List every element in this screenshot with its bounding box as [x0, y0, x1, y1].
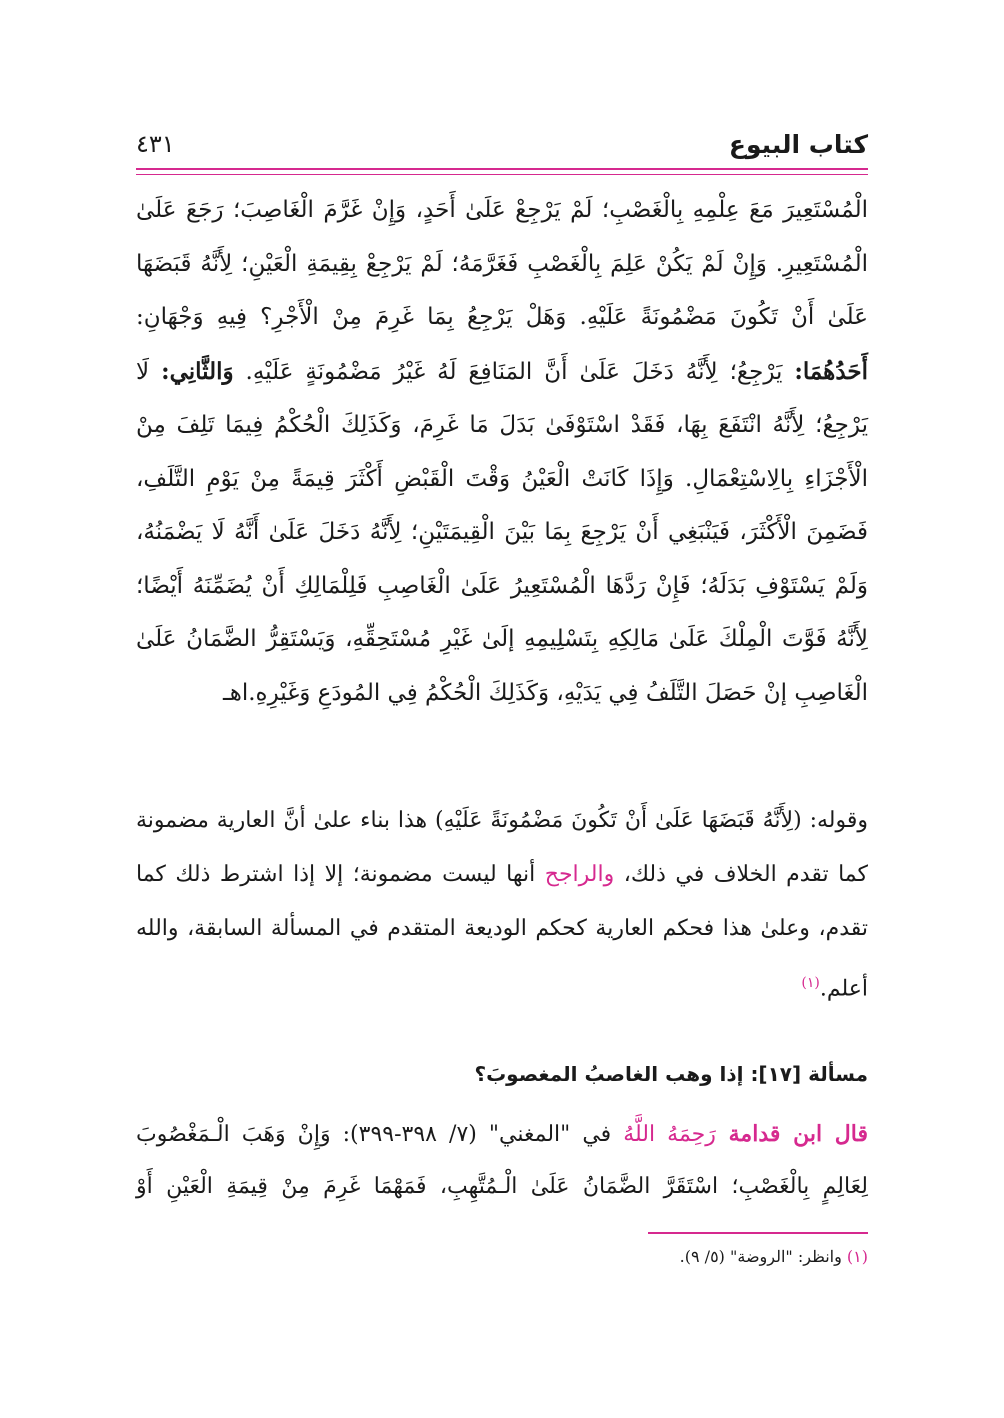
quote-line: الْغَاصِبِ إنْ حَصَلَ التَّلَفُ فِي يَدَيْهِ، وَكَذَلِكَ الْحُكْمُ فِي المُودَعِ وَغَيْرِهِ.اهـ	[222, 679, 868, 706]
commentary-text: أنها ليست مضمونة؛ إلا إذا اشترط ذلك كما تقدم، وعلىٰ هذا فحكم العارية كحكم الوديعة المتقدم في المسألة السابقة، والله أعلم.	[136, 862, 868, 1002]
quote-fragment: يَرْجِعُ؛ لِأَنَّهُ دَخَلَ عَلَىٰ أَنَّ المَنَافِعَ لَهُ غَيْرُ مَضْمُونَةٍ عَلَيْهِ.	[233, 358, 795, 385]
quote-line: عَلَىٰ أَنْ تَكُونَ مَضْمُونَةً عَلَيْهِ. وَهَلْ يَرْجِعُ بِمَا غَرِمَ مِنْ الْأَجْرِ؟ فِيهِ وَجْهَانِ:	[136, 304, 868, 330]
preferred-view-highlight: والراجح	[544, 862, 615, 887]
header-rule	[136, 168, 868, 170]
footnote-rule	[648, 1232, 868, 1234]
second-view-label: وَالثَّانِي:	[161, 357, 234, 385]
issue-fragment: في "المغني" (٧/ ٣٩٨-٣٩٩): وَإِنْ وَهَبَ الْـمَغْصُوبَ	[136, 1122, 624, 1147]
footnote-reference[interactable]: (١)	[801, 975, 820, 991]
issue-title-text: إذا وهب الغاصبُ المغصوبَ؟	[474, 1062, 751, 1086]
header-rule-thin	[136, 174, 868, 175]
issue-number: مسألة [١٧]:	[750, 1062, 868, 1086]
issue-body	[136, 1108, 868, 1213]
page-number: ٤٣١	[136, 130, 175, 158]
quote-line: الْأَجْزَاءِ بِالِاسْتِعْمَالِ. وَإِذَا كَانَتْ الْعَيْنُ وَقْتَ الْقَبْضِ أَكْثَرَ قِيمَةً مِنْ يَوْمِ التَّلَفِ،	[136, 465, 868, 492]
page-header	[136, 128, 868, 168]
quote-line: يَرْجِعُ؛ لِأَنَّهُ انْتَفَعَ بِهَا، فَقَدْ اسْتَوْفَىٰ بَدَلَ مَا غَرِمَ، وَكَذَلِكَ الْحُكْمُ فِيمَا تَلِفَ مِنْ	[136, 412, 868, 438]
commentary-text: وقوله: (لِأَنَّهُ قَبَضَهَا عَلَىٰ أَنْ تَكُونَ مَضْمُونَةً عَلَيْهِ) هذا بناء علىٰ أنَّ العارية مضمونة كما تقدم الخلاف في ذلك،	[136, 808, 868, 887]
quote-line: الْمُسْتَعِيرَ مَعَ عِلْمِهِ بِالْغَصْبِ؛ لَمْ يَرْجِعْ عَلَىٰ أَحَدٍ، وَإِنْ غَرَّمَ الْغَاصِبَ؛ رَجَعَ عَلَىٰ	[136, 197, 868, 223]
quoted-text-block	[136, 184, 868, 774]
first-view-label: أَحَدُهُمَا:	[794, 357, 868, 385]
footnote	[136, 1244, 868, 1270]
running-title: كتاب البيوع	[728, 130, 868, 159]
quote-line: لِأَنَّهُ فَوَّتَ الْمِلْكَ عَلَىٰ مَالِكِهِ بِتَسْلِيمِهِ إلَىٰ غَيْرِ مُسْتَحِقِّهِ، وَيَسْتَقِرُّ الضَّمَانُ عَلَىٰ	[136, 626, 868, 652]
quote-fragment: لَا	[136, 358, 162, 385]
footnote-number: (١)	[846, 1247, 868, 1266]
quote-line: وَلَمْ يَسْتَوْفِ بَدَلَهُ؛ فَإِنْ رَدَّهَا الْمُسْتَعِيرُ عَلَىٰ الْغَاصِبِ فَلِلْمَالِكِ أَنْ يُضَمِّنَهُ أَيْضًا؛	[136, 572, 868, 599]
issue-line	[136, 1108, 868, 1161]
commentary-paragraph	[136, 794, 868, 1016]
issue-line: لِعَالِمٍ بِالْغَصْبِ؛ اسْتَقَرَّ الضَّمَانُ عَلَىٰ الْـمُتَّهِبِ، فَمَهْمَا غَرِمَ مِنْ قِيمَةِ الْعَيْنِ أَوْ	[136, 1174, 868, 1199]
source-author: قال ابن قدامة	[715, 1121, 869, 1147]
honorific-mark: رَحِمَهُ اللَّهُ	[623, 1122, 716, 1147]
quote-line: الْمُسْتَعِيرِ. وَإِنْ لَمْ يَكُنْ عَلِمَ بِالْغَصْبِ فَغَرَّمَهُ؛ لَمْ يَرْجِعْ بِقِيمَةِ الْعَيْنِ؛ لِأَنَّهُ قَبَضَهَا	[136, 250, 868, 277]
footnote-text: وانظر: "الروضة" (٥/ ٩).	[679, 1247, 847, 1266]
quote-line: فَضَمِنَ الْأَكْثَرَ، فَيَنْبَغِي أَنْ يَرْجِعَ بِمَا بَيْنَ الْقِيمَتَيْنِ؛ لِأَنَّهُ دَخَلَ عَلَىٰ أَنَّهُ لَا يَضْمَنُهُ،	[136, 519, 868, 545]
quote-line	[136, 345, 868, 400]
issue-heading	[136, 1062, 868, 1086]
